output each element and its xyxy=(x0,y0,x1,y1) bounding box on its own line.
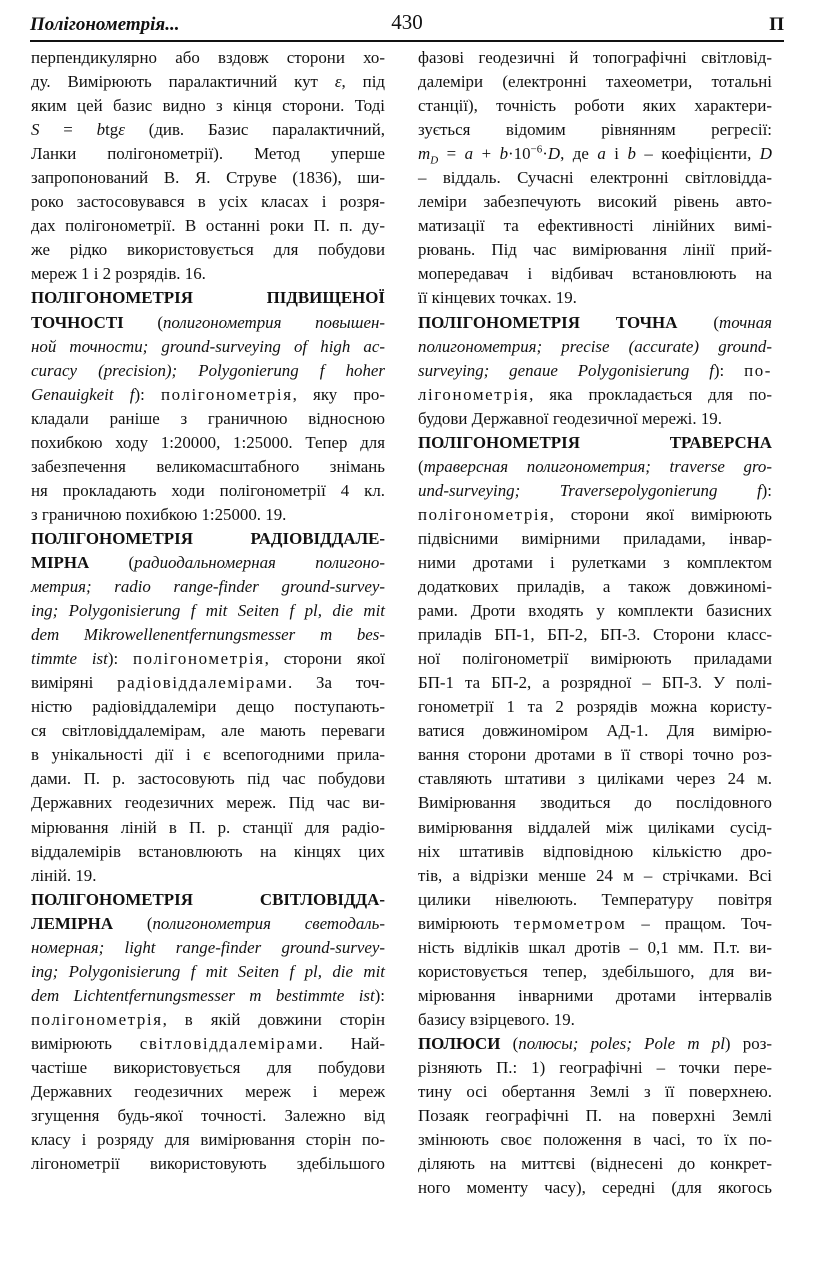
text-line xyxy=(31,262,385,286)
text-line xyxy=(418,912,772,936)
text-line xyxy=(418,816,772,840)
text-line xyxy=(418,335,772,359)
text-line xyxy=(418,431,772,455)
text-line xyxy=(418,623,772,647)
text-line xyxy=(31,479,385,503)
text-span: приладів БП-1, БП-2, БП-3. Сторони класс- xyxy=(418,625,772,645)
text-span: в унікальності дії і є всепогодними прила- xyxy=(31,745,385,765)
italic-text: curacy (precision); Polygonierung f hoher xyxy=(31,360,385,380)
text-line xyxy=(31,1152,385,1176)
text-line xyxy=(31,1008,385,1032)
text-span: забезпечення великомасштабного знімань xyxy=(31,456,385,476)
text-line xyxy=(418,1104,772,1128)
text-line xyxy=(418,695,772,719)
text-span: радіовіддалемірами xyxy=(117,673,289,693)
italic-text: ной точности; ground-surveying of high ac- xyxy=(31,336,385,356)
text-span: БП-1 та БП-2, а розрядної – БП-3. У полі- xyxy=(418,673,772,693)
text-line xyxy=(418,262,772,286)
text-span: згущення будь-якої точності. Залежно від xyxy=(31,1106,385,1126)
text-span: базису взірцевого. 19. xyxy=(418,1009,575,1029)
text-span: полігонометрія xyxy=(161,384,293,404)
text-span: перпендикулярно або вздовж сторони хо- xyxy=(31,48,385,67)
text-span: вання сторони дротами в її створі точно роз- xyxy=(418,745,772,765)
text-span: дами. П. р. застосовують під час побудови xyxy=(31,769,385,789)
text-line xyxy=(418,1032,772,1056)
text-line xyxy=(31,743,385,767)
left-column xyxy=(31,46,385,1176)
text-span: виміряні xyxy=(31,673,118,693)
text-span: = xyxy=(39,120,97,140)
entry-headword: МІРНА xyxy=(31,552,90,572)
text-span: , під xyxy=(341,72,385,92)
text-line xyxy=(31,383,385,407)
italic-text: b xyxy=(627,144,636,164)
text-span: мереж 1 і 2 розрядів. 16. xyxy=(31,264,206,284)
text-line xyxy=(31,1080,385,1104)
italic-text: timmte ist xyxy=(31,649,108,669)
text-line xyxy=(418,479,772,503)
text-line xyxy=(418,1152,772,1176)
text-line xyxy=(418,1176,772,1200)
text-span: по- xyxy=(744,360,772,380)
text-line xyxy=(31,960,385,984)
text-span: Ланки полігонометрії). Метод уперше xyxy=(31,144,385,164)
text-span: , яка прокладається для по- xyxy=(529,384,772,404)
text-line xyxy=(418,1080,772,1104)
text-span: Позаяк географічні П. на поверхні Землі xyxy=(418,1106,772,1126)
text-line xyxy=(31,551,385,575)
text-span: лігонометрія xyxy=(418,384,530,404)
text-span: полігонометрія xyxy=(133,649,265,669)
text-span: вимірюють xyxy=(418,913,514,933)
entry-headword: ПОЛІГОНОМЕТРІЯ СВІТЛОВІДДА- xyxy=(31,889,385,909)
text-line xyxy=(31,166,385,190)
text-line xyxy=(31,719,385,743)
text-line xyxy=(418,984,772,1008)
text-span: . Най- xyxy=(318,1033,385,1053)
text-line xyxy=(31,94,385,118)
text-line xyxy=(418,238,772,262)
italic-text: S xyxy=(31,120,40,140)
text-line xyxy=(31,46,385,70)
text-span: , сторони якої вимірюють xyxy=(549,504,772,524)
text-line xyxy=(31,335,385,359)
text-line xyxy=(418,94,772,118)
text-span: tg xyxy=(105,120,119,140)
text-span: ватися довжиноміром АД-1. Для вимірю- xyxy=(418,721,772,741)
text-line xyxy=(418,503,772,527)
text-span: далеміри (електронні тахеометри, тотальні xyxy=(418,72,772,92)
italic-text: полюсы; poles; Pole m pl xyxy=(518,1033,725,1053)
text-line xyxy=(31,431,385,455)
text-span: з граничною похибкою 1:25000. 19. xyxy=(31,504,287,524)
text-span: ·10 xyxy=(508,144,531,164)
text-line xyxy=(418,286,772,310)
entry-headword: ПОЛЮСИ xyxy=(418,1033,501,1053)
text-span: її кінцевих точках. 19. xyxy=(418,288,577,308)
text-span: ( xyxy=(113,913,153,933)
text-span: ) роз- xyxy=(724,1033,772,1053)
text-span: ду. Вимірюють паралактичний кут xyxy=(31,72,335,92)
italic-text: b xyxy=(499,144,509,164)
text-span: станції), точність роботи яких характери- xyxy=(418,96,772,116)
text-line xyxy=(418,743,772,767)
text-span: ): xyxy=(107,649,134,669)
text-span: ної полігонометрії вимірюють приладами xyxy=(418,649,772,669)
text-span: вимірюють xyxy=(31,1033,140,1053)
text-line xyxy=(31,311,385,335)
text-span: ): xyxy=(761,480,772,500)
text-span: діляють на миттєві (віднесені до конкрет- xyxy=(418,1154,772,1174)
text-span: додаткових приладів, а також довжиномі- xyxy=(418,577,772,597)
italic-text: surveying; genaue Polygonisierung f xyxy=(418,360,714,380)
section-letter: П xyxy=(769,14,784,35)
text-span: ного моменту часу), середні (для якогось xyxy=(418,1178,772,1198)
text-span: , сторони якої xyxy=(264,649,385,669)
text-span: Державних геодезичних мереж і мереж xyxy=(31,1082,385,1102)
text-span: класу і розряду для вимірювання сторін по- xyxy=(31,1130,385,1150)
text-span: ( xyxy=(500,1033,519,1053)
italic-text: ing; Polygonisierung f mit Seiten f pl, die mit xyxy=(31,601,385,621)
text-line xyxy=(31,599,385,623)
text-line xyxy=(418,1056,772,1080)
text-span: матизації та ефективності лінійних вимі- xyxy=(418,216,772,236)
text-line xyxy=(31,527,385,551)
text-span: термометром xyxy=(513,913,627,933)
text-line xyxy=(31,70,385,94)
italic-text: полигонометрия повышен- xyxy=(162,312,385,332)
text-span: тів, а відрізки менше 24 м – стрічками. Всі xyxy=(418,865,772,885)
text-span: будови Державної геодезичної мережі. 19. xyxy=(418,408,722,428)
text-span: + xyxy=(473,144,500,164)
text-line xyxy=(418,455,772,479)
text-span: Державних геодезичних мереж. Під час ви- xyxy=(31,793,385,813)
text-span: мірювання інварними дротами інтервалів xyxy=(418,985,772,1005)
text-line xyxy=(418,767,772,791)
text-line xyxy=(31,816,385,840)
text-line xyxy=(31,142,385,166)
italic-text: D xyxy=(759,144,772,164)
text-span: же рідко використовується для побудови xyxy=(31,240,385,260)
text-line xyxy=(31,118,385,142)
text-span: тину осі обертання Землі з її поверхнею. xyxy=(418,1082,772,1102)
entry-headword: ПОЛІГОНОМЕТРІЯ ТРАВЕРСНА xyxy=(418,432,772,452)
entry-headword: ТОЧНОСТІ xyxy=(31,312,124,332)
italic-text: a xyxy=(464,144,474,164)
text-span: Вимірювання зводиться до послідовного xyxy=(418,793,772,813)
text-span: роко застосовувався в усіх класах і розря- xyxy=(31,192,385,212)
text-span: – пращом. Точ- xyxy=(626,913,772,933)
text-span: – віддаль. Сучасні електронні світловідда- xyxy=(418,168,772,188)
text-line xyxy=(31,238,385,262)
header-rule xyxy=(30,40,784,42)
text-line xyxy=(418,599,772,623)
entry-headword: ЛЕМІРНА xyxy=(31,913,114,933)
text-line xyxy=(418,551,772,575)
text-line xyxy=(418,190,772,214)
italic-text: D xyxy=(547,144,561,164)
text-line xyxy=(418,311,772,335)
text-line xyxy=(31,647,385,671)
text-line xyxy=(31,190,385,214)
italic-text: метрия; radio range-finder ground-survey- xyxy=(31,577,385,597)
entry-headword: ПОЛІГОНОМЕТРІЯ РАДІОВІДДАЛЕ- xyxy=(31,528,385,548)
text-line xyxy=(31,791,385,815)
page-header xyxy=(30,6,784,40)
text-span: похибкою ходу 1:20000, 1:25000. Тепер для xyxy=(31,432,385,452)
text-span: гонометрії 1 та 2 розрядів можна користу- xyxy=(418,697,772,717)
italic-text: радиодальномерная полигоно- xyxy=(134,552,385,572)
text-line xyxy=(418,527,772,551)
text-line xyxy=(31,671,385,695)
italic-text: ε xyxy=(118,120,125,140)
text-span: рами. Дроти входять у комплекти базисних xyxy=(418,601,772,621)
text-line xyxy=(418,142,772,166)
text-line xyxy=(31,984,385,1008)
text-span: ): xyxy=(134,384,162,404)
text-span: лігонометрії використовують здебільшого xyxy=(31,1154,385,1174)
text-line xyxy=(31,1056,385,1080)
text-line xyxy=(418,407,772,431)
text-line xyxy=(418,864,772,888)
italic-text: точная xyxy=(719,312,772,332)
text-span: яким цей базис видно з кінця сторони. Тоді xyxy=(31,96,385,116)
text-line xyxy=(31,503,385,527)
text-line xyxy=(31,888,385,912)
text-line xyxy=(31,286,385,310)
text-line xyxy=(31,767,385,791)
text-line xyxy=(418,46,772,70)
text-span: ( xyxy=(418,456,424,476)
text-line xyxy=(418,1128,772,1152)
entry-headword: ПОЛІГОНОМЕТРІЯ ПІДВИЩЕНОЇ xyxy=(31,288,385,308)
text-span: полігонометрія xyxy=(418,504,550,524)
text-line xyxy=(418,840,772,864)
text-span: різняють П.: 1) географічні – точки пере- xyxy=(418,1057,772,1077)
text-span: ня прокладають ходи полігонометрії 4 кл. xyxy=(31,480,385,500)
text-span: ліній. 19. xyxy=(31,865,97,885)
text-span: ставляють штативи з циліками через 24 м. xyxy=(418,769,772,789)
text-line xyxy=(418,888,772,912)
text-line xyxy=(418,70,772,94)
text-line xyxy=(31,623,385,647)
text-span: D xyxy=(430,154,439,167)
text-span: , в якій довжини сторін xyxy=(162,1009,385,1029)
text-line xyxy=(31,936,385,960)
text-line xyxy=(31,1104,385,1128)
italic-text: полигонометрия светодаль- xyxy=(152,913,385,933)
text-line xyxy=(31,575,385,599)
text-span: полігонометрія xyxy=(31,1009,163,1029)
running-head: Полігонометрія... xyxy=(30,14,180,35)
text-span: користовується тепер, здебільшого, для ви- xyxy=(418,961,772,981)
text-line xyxy=(418,647,772,671)
text-span: ність відліків шкал дротів – 0,1 мм. П.т. ви- xyxy=(418,937,772,957)
text-span: ся світловіддалемірам, але мають переваги xyxy=(31,721,385,741)
text-span: вимірювання віддалей між циліками сусід- xyxy=(418,817,772,837)
text-span: ( xyxy=(123,312,163,332)
entry-headword: ПОЛІГОНОМЕТРІЯ ТОЧНА xyxy=(418,312,678,332)
text-span: ( xyxy=(89,552,135,572)
italic-text: номерная; light range-finder ground-survey- xyxy=(31,937,385,957)
text-line xyxy=(31,864,385,888)
text-line xyxy=(418,166,772,190)
text-span: мопередавач і відбивач встановлюють на xyxy=(418,264,772,284)
text-line xyxy=(31,407,385,431)
text-line xyxy=(31,840,385,864)
text-span: ): xyxy=(374,985,385,1005)
text-span: підвісними вимірними приладами, інвар- xyxy=(418,528,772,548)
italic-text: und-surveying; Traversepolygonierung f xyxy=(418,480,762,500)
text-line xyxy=(31,1032,385,1056)
text-line xyxy=(418,719,772,743)
text-span: . За точ- xyxy=(288,673,385,693)
text-line xyxy=(418,936,772,960)
text-span: цилики нівелюють. Температуру повітря xyxy=(418,889,772,909)
text-line xyxy=(418,359,772,383)
text-span: (див. Базис паралактичний, xyxy=(124,120,385,140)
text-span: – коефіцієнти, xyxy=(635,144,760,164)
text-span: зується відомим рівнянням регресії: xyxy=(418,120,772,140)
text-span: рювань. Під час вимірювання лінії прий- xyxy=(418,240,772,260)
text-line xyxy=(31,455,385,479)
text-span: світловіддалемірами xyxy=(139,1033,319,1053)
text-span: фазові геодезичні й топографічні світловід- xyxy=(418,48,772,67)
text-span: ними дротами і рулетками з комплектом xyxy=(418,552,772,572)
text-span: , де xyxy=(560,144,598,164)
italic-text: m xyxy=(418,144,431,164)
text-line xyxy=(418,671,772,695)
text-span: віддалемірів встановлюють на кінцях цих xyxy=(31,841,385,861)
italic-text: траверсная полигонометрия; traverse gro- xyxy=(423,456,772,476)
italic-text: a xyxy=(597,144,606,164)
text-span: леміри забезпечують високий рівень авто- xyxy=(418,192,772,212)
italic-text: Genauigkeit f xyxy=(31,384,135,404)
page-number: 430 xyxy=(391,10,423,34)
text-span: кладали раніше з граничною відносною xyxy=(31,408,385,428)
italic-text: ε xyxy=(334,72,342,92)
text-span: частіше використовується для побудови xyxy=(31,1057,385,1077)
text-line xyxy=(418,791,772,815)
text-span: змінюють своє положення в часі, то їх по- xyxy=(418,1130,772,1150)
text-span: −6 xyxy=(530,143,543,156)
italic-text: b xyxy=(96,120,106,140)
text-line xyxy=(418,575,772,599)
text-line xyxy=(31,912,385,936)
text-line xyxy=(418,214,772,238)
text-line xyxy=(418,1008,772,1032)
text-span: і xyxy=(605,144,628,164)
italic-text: полигонометрия; precise (accurate) ground- xyxy=(418,336,772,356)
text-span: дах полігонометрії. В останні роки П. п. ду- xyxy=(31,216,385,236)
text-line xyxy=(418,383,772,407)
text-span: запропонований В. Я. Струве (1836), ши- xyxy=(31,168,385,188)
right-column xyxy=(418,46,772,1200)
text-span: ніх штативів відповідною кількістю дро- xyxy=(418,841,772,861)
text-span: ністю радіовіддалеміри дещо поступають- xyxy=(31,697,385,717)
text-line xyxy=(418,118,772,142)
italic-text: ing; Polygonisierung f mit Seiten f pl, die mit xyxy=(31,961,385,981)
text-span: = xyxy=(438,144,465,164)
text-line xyxy=(418,960,772,984)
italic-text: dem Mikrowellenentfernungsmesser m bes- xyxy=(31,625,385,645)
italic-text: dem Lichtentfernungsmesser m bestimmte ist xyxy=(31,985,375,1005)
text-line xyxy=(31,214,385,238)
text-line xyxy=(31,1128,385,1152)
text-span: · xyxy=(542,144,548,164)
text-span: мірювання ліній в П. р. станції для радіо- xyxy=(31,817,385,837)
text-line xyxy=(31,695,385,719)
text-span: ( xyxy=(677,312,720,332)
text-span: ): xyxy=(713,360,745,380)
text-line xyxy=(31,359,385,383)
text-span: , яку про- xyxy=(292,384,386,404)
